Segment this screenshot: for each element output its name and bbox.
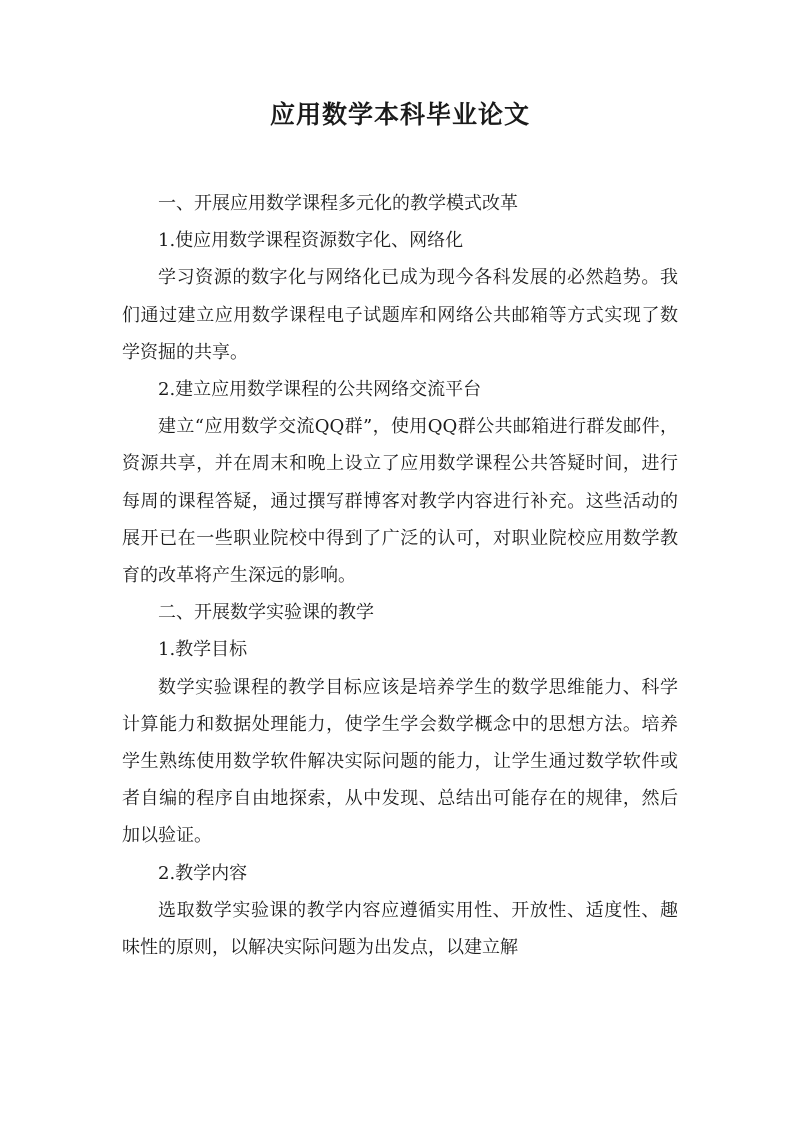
body-paragraph: 选取数学实验课的教学内容应遵循实用性、开放性、适度性、趣味性的原则，以解决实际问题为出发点，以建立解: [122, 899, 678, 959]
body-paragraph: 数学实验课程的教学目标应该是培养学生的数学思维能力、科学计算能力和数据处理能力，使学生学会数学概念中的思想方法。培养学生熟练使用数学软件解决实际问题的能力，让学生通过数学软件或者自编的程序自由地探索，从中发现、总结出可能存在的规律，然后加以验证。: [122, 676, 678, 847]
subsection-heading-2-1: 1.教学目标: [158, 639, 248, 661]
section-heading-2: 二、开展数学实验课的教学: [158, 602, 374, 624]
body-paragraph: 建立“应用数学交流QQ群”，使用QQ群公共邮箱进行群发邮件，资源共享，并在周末和晚上设立了应用数学课程公共答疑时间，进行每周的课程答疑，通过撰写群博客对教学内容进行补充。这些活动的展开已在一些职业院校中得到了广泛的认可，对职业院校应用数学教育的改革将产生深远的影响。: [122, 416, 678, 587]
subsection-heading-1-1: 1.使应用数学课程资源数字化、网络化: [158, 230, 464, 252]
document-title: 应用数学本科毕业论文: [269, 100, 530, 129]
subsection-heading-1-2: 2.建立应用数学课程的公共网络交流平台: [158, 379, 482, 401]
section-heading-1: 一、开展应用数学课程多元化的教学模式改革: [158, 193, 518, 214]
document-page: [122, 0, 678, 1131]
body-paragraph: 学习资源的数字化与网络化已成为现今各科发展的必然趋势。我们通过建立应用数学课程电子试题库和网络公共邮箱等方式实现了数学资掘的共享。: [122, 267, 678, 363]
document-body: [122, 185, 678, 966]
subsection-heading-2-2: 2.教学内容: [158, 862, 248, 884]
